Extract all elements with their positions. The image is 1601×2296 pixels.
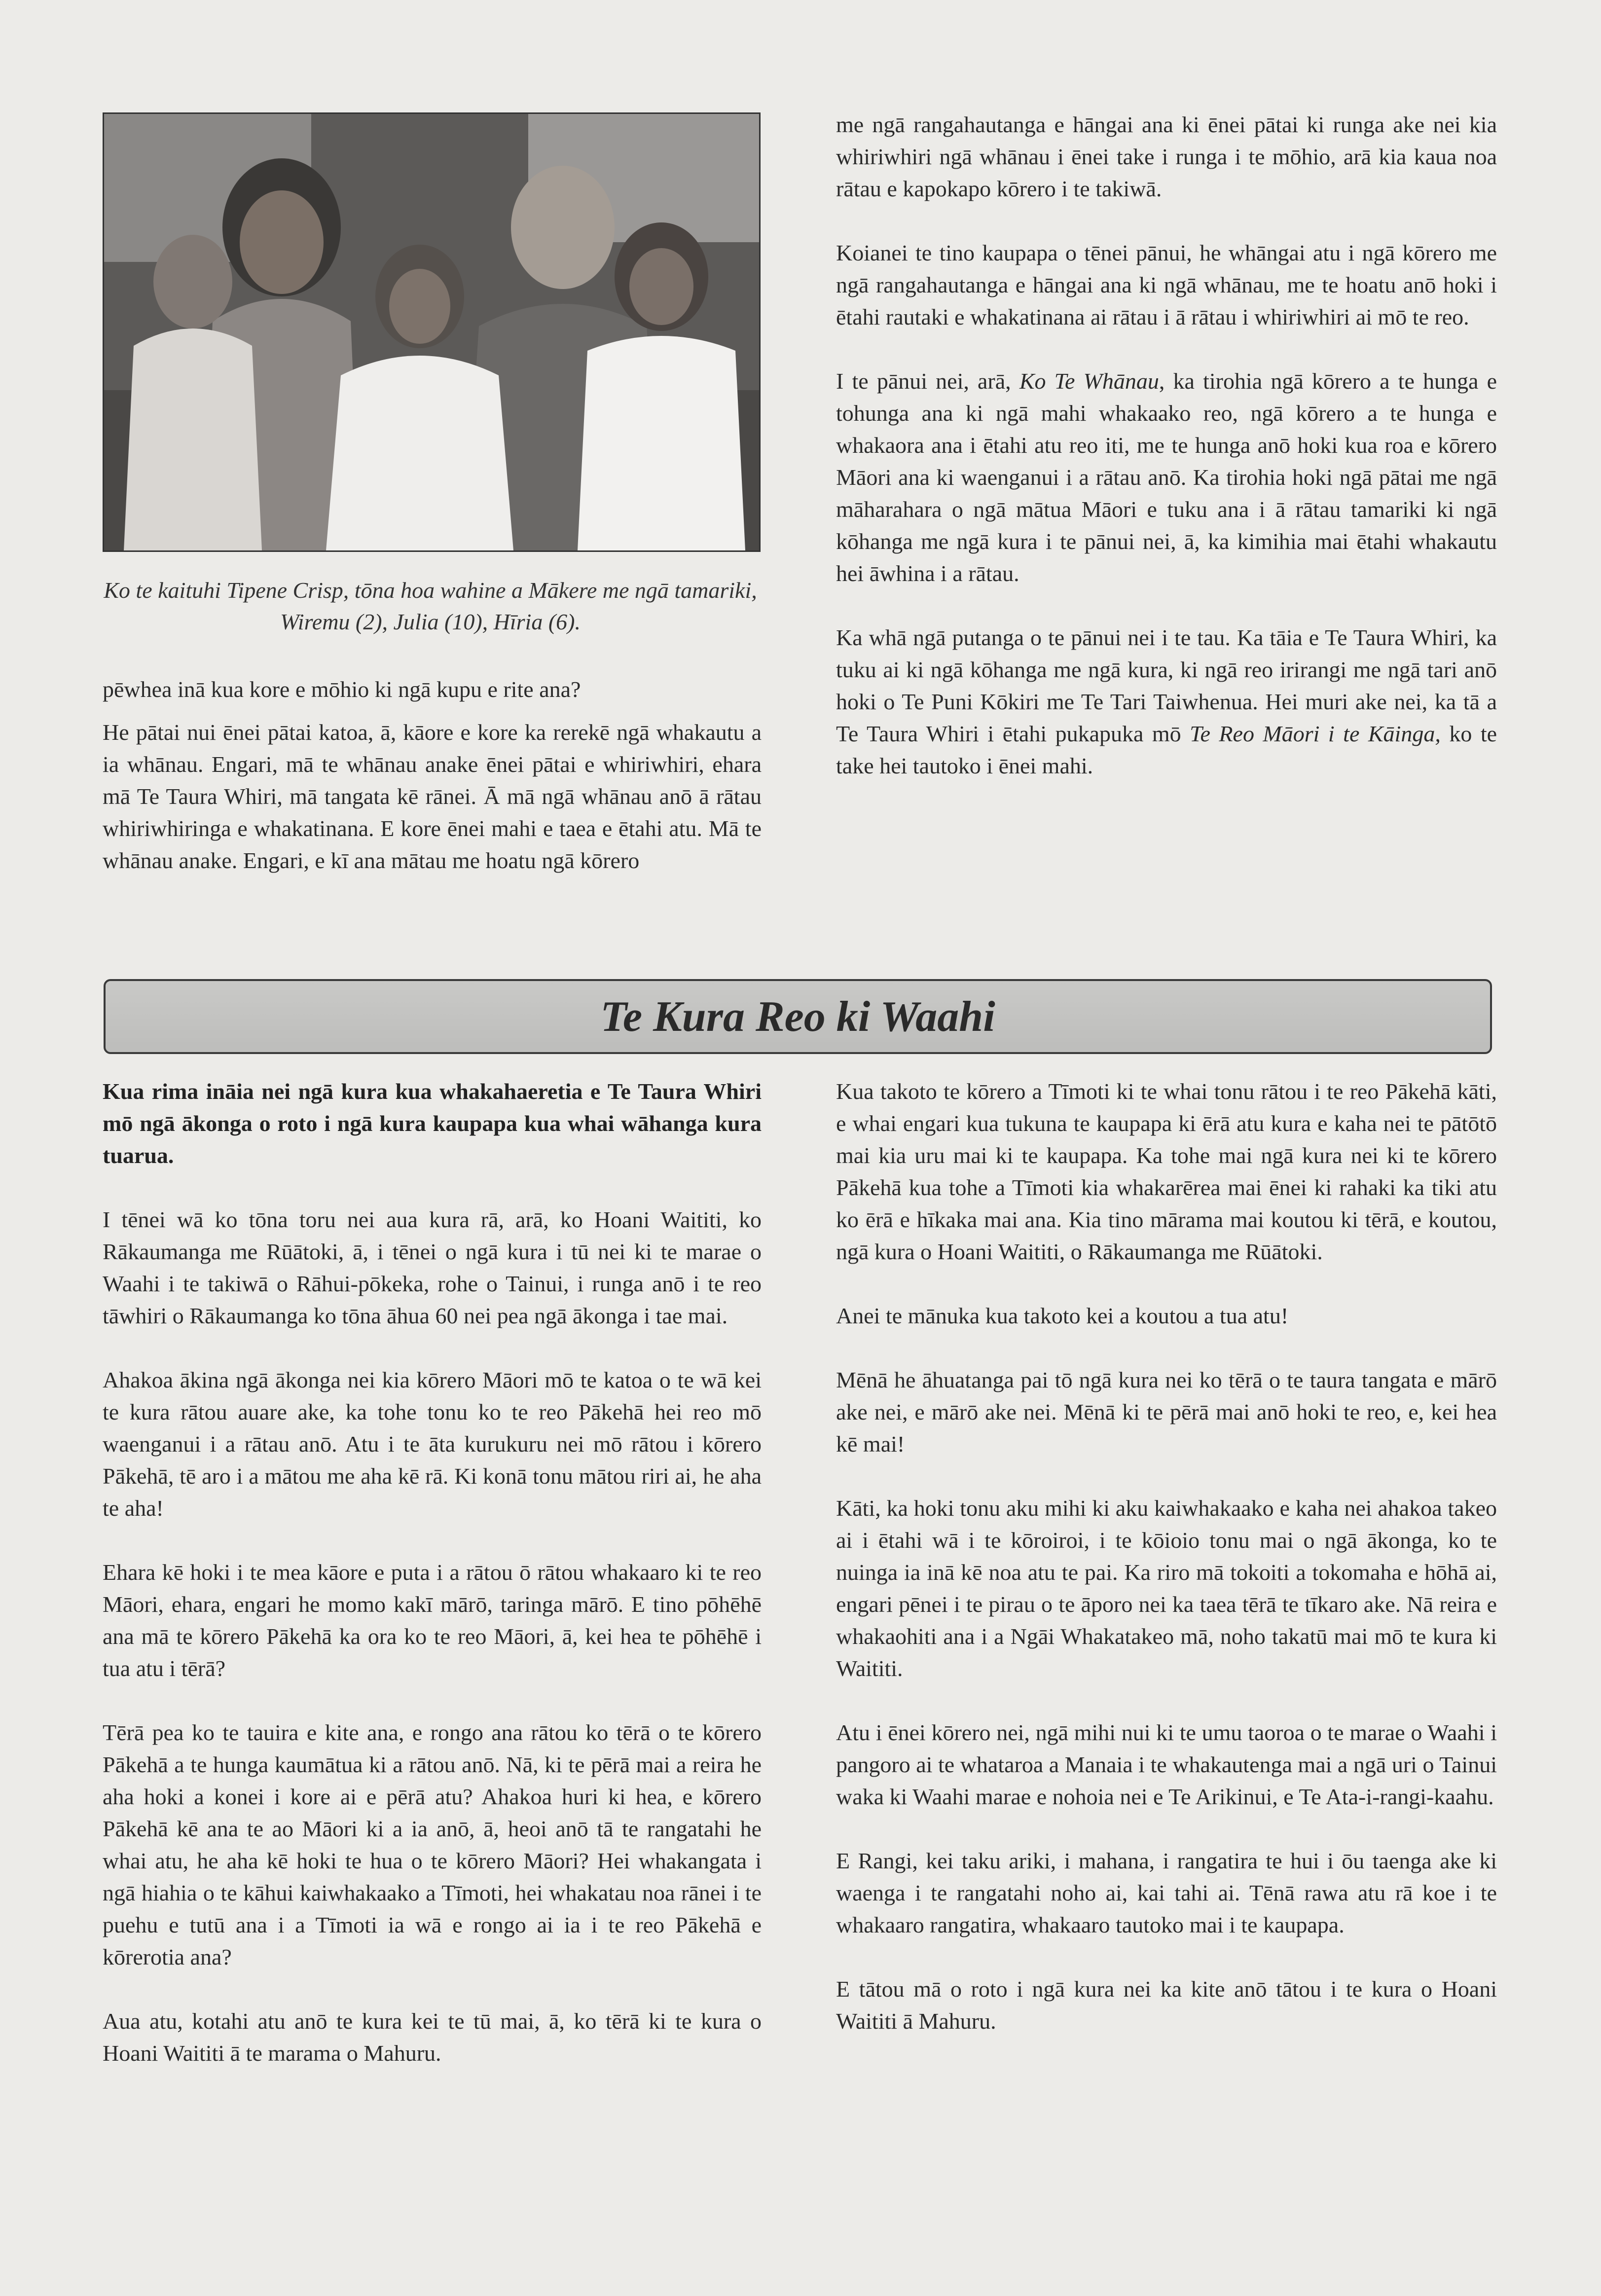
paragraph: Ehara kē hoki i te mea kāore e puta i a rātou ō rātou whakaaro ki te reo Māori, ehara, engari he momo kakī mārō, taringa mārō. E tino pōhēhē ana mā te kōrero Pākehā ka ora ko te reo Māori, ā, kei hea te pōhēhē i tua atu i tērā? (103, 1560, 762, 1681)
paragraph: He pātai nui ēnei pātai katoa, ā, kāore e kore ka rerekē ngā whakautu a ia whānau. Engari, mā te whānau anake ēnei pātai e whiriwhiri, ehara mā Te Taura Whiri, mā tangata kē rānei. Ā mā ngā whānau anō ā rātau whiriwhiringa e whakatinana. E kore ēnei mahi e taea e ētahi atu. Mā te whānau anake. Engari, e kī ana mātau me hoatu ngā kōrero (103, 720, 762, 873)
lead-paragraph: Kua rima ināia nei ngā kura kua whakahaeretia e Te Taura Whiri mō ngā ākonga o roto i ngā kura kaupapa kua whai wāhanga kura tuarua. (103, 1079, 762, 1168)
photo-caption: Ko te kaituhi Tipene Crisp, tōna hoa wahine a Mākere me ngā tamariki, Wiremu (2), Julia (10), Hīria (6). (104, 578, 757, 634)
paragraph: Mēnā he āhuatanga pai tō ngā kura nei ko tērā o te taura tangata e mārō ake nei, e mārō ake nei. Mēnā ki te pērā mai anō hoki te reo, e, kei hea kē mai! (836, 1367, 1497, 1457)
paragraph: Kāti, ka hoki tonu aku mihi ki aku kaiwhakaako e kaha nei ahakoa takeo ai i ētahi wā i te kōroiroi, i te kōioio tonu mai o ngā ākonga, ko te nuinga ia inā kē noa atu te pai. Ka riro mā tokoiti a tokomaha e hōhā ai, engari pēnei i te pirau o te āporo nei ka taea tērā te tīkaro ake. Nā reira e whakaohiti ana i a Ngāi Whakatakeo mā, noho takatū mai mō te kura ki Waititi. (836, 1495, 1497, 1681)
family-photo-graphic (104, 114, 759, 550)
paragraph: Kua takoto te kōrero a Tīmoti ki te whai tonu rātou i te reo Pākehā kāti, e whai engari kua tukuna te kaupapa ki ērā atu kura e kaha nei te pātōtō mai kia uru mai ki te kaupapa. Ka tohe mai ngā kura nei ki te kōrero Pākehā kua tohe a Tīmoti kia whakarērea mai ēnei ki rahaki ka tiki atu ko ērā e hīkaka mai ana. Kia tino mārama mai koutou ki tērā, e koutou, ngā kura o Hoani Waititi, o Rākaumanga me Rūātoki. (836, 1079, 1497, 1264)
paragraph: Ahakoa ākina ngā ākonga nei kia kōrero Māori mō te katoa o te wā kei te kura rātou auare ake, ka tohe tonu ko te reo Pākehā hei reo mō waenganui i a rātau anō. Atu i te āta kurukuru nei mō rātou i kōrero Pākehā, tē aro i a mātou me aha kē rā. Ki konā tonu mātou riri ai, he aha te aha! (103, 1367, 762, 1521)
top-left-column (103, 673, 762, 876)
paragraph: pēwhea inā kua kore e mōhio ki ngā kupu e rite ana? (103, 677, 581, 702)
section-title-banner (104, 979, 1492, 1054)
text-run: ko te take hei tautoko i ēnei mahi. (836, 721, 1497, 778)
bottom-right-column (836, 1075, 1497, 2037)
text-run: Ka whā ngā putanga o te pānui nei i te tau. Ka tāia e Te Taura Whiri, ka tuku ai ki ngā kōhanga me ngā kura, ki ngā reo irirangi me ngā tari anō hoki o Te Puni Kōkiri me Te Tari Taiwhenua. Hei muri ake nei, ka tā a Te Taura Whiri i ētahi pukapuka mō (836, 625, 1497, 746)
paragraph (836, 365, 1497, 589)
paragraph: Koianei te tino kaupapa o tēnei pānui, he whāngai atu i ngā kōrero me ngā rangahautanga e hāngai ana ki ngā whānau, me te hoatu anō hoki i ētahi rautaki e whakatinana ai rātau i ā rātau i whiriwhiri ai mō te reo. (836, 240, 1497, 329)
paragraph: I tēnei wā ko tōna toru nei aua kura rā, arā, ko Hoani Waititi, ko Rākaumanga me Rūātoki, ā, i tēnei o ngā kura i tū nei ki te marae o Waahi i te takiwā o Rāhui-pōkeka, rohe o Tainui, i runga anō i te reo tāwhiri o Rākaumanga ko tōna āhua 60 nei pea ngā ākonga i tae mai. (103, 1207, 762, 1328)
paragraph (836, 621, 1497, 782)
paragraph: me ngā rangahautanga e hāngai ana ki ēnei pātai ki runga ake nei kia whiriwhiri ngā whānau i ēnei take i runga i te mōhio, arā kia kaua noa rātau e kapokapo kōrero i te takiwā. (836, 112, 1497, 201)
paragraph: E tātou mā o roto i ngā kura nei ka kite anō tātou i te kura o Hoani Waititi ā Mahuru. (836, 1976, 1497, 2034)
section-title: Te Kura Reo ki Waahi (600, 992, 995, 1041)
paragraph: Anei te mānuka kua takoto kei a koutou a tua atu! (836, 1303, 1289, 1328)
paragraph: Aua atu, kotahi atu anō te kura kei te tū mai, ā, ko tērā ki te kura o Hoani Waititi ā te marama o Mahuru. (103, 2008, 762, 2066)
paragraph: Tērā pea ko te tauira e kite ana, e rongo ana rātou ko tērā o te kōrero Pākehā a te hunga kaumātua ki a rātou anō. Nā, ki te pērā mai a reira he aha hoki a konei i kore ai e pērā atu? Ahakoa huri ki hea, e kōrero Pākehā kē ana te ao Māori ki a ia anō, ā, heoi anō tā te rangatahi he whai atu, he aha kē hoki te hua o te kōrero Māori? Hei whakangata i ngā hiahia o te kāhui kaiwhakaako a Tīmoti, hei whakatau noa rānei i te puehu e tutū ana i a Tīmoti ia wā e rongo ai ia i te reo Pākehā e kōrerotia ana? (103, 1720, 762, 1969)
paragraph: Atu i ēnei kōrero nei, ngā mihi nui ki te umu taoroa o te marae o Waahi i pangoro ai te whataroa a Manaia i te whakautenga mai a ngā uri o Tainui waka ki Waahi marae e nohoia nei e Te Arikinui, e Te Ata-i-rangi-kaahu. (836, 1720, 1497, 1809)
text-run: , ka tirohia ngā kōrero a te hunga e tohunga ana ki ngā mahi whakaako reo, ngā kōrero a te hunga e whakaora ana i ētahi atu reo iti, me te hunga anō hoki kua roa e kōrero Māori ana ki waenganui i a rātau anō. Ka tirohia hoki ngā pātai me ngā māharahara o ngā mātua Māori e tuku ana i ā rātau tamariki ki ngā kōhanga me ngā kura i te pānui nei, ā, ka kimihia mai ētahi whakautu hei āwhina i a rātau. (836, 368, 1497, 586)
top-right-column (836, 109, 1497, 782)
paragraph: E Rangi, kei taku ariki, i mahana, i rangatira te hui i ōu taenga ake ki waenga i te rangatahi noho ai, kai tahi ai. Tēnā rawa atu rā koe i te whakaaro rangatira, whakaaro tautoko mai i te kaupapa. (836, 1848, 1497, 1937)
family-photo (103, 112, 761, 552)
newsletter-title: Ko Te Whānau (1019, 368, 1159, 394)
bottom-left-column (103, 1075, 762, 2069)
text-run: I te pānui nei, arā, (836, 368, 1019, 394)
book-title: Te Reo Māori i te Kāinga, (1190, 721, 1441, 746)
